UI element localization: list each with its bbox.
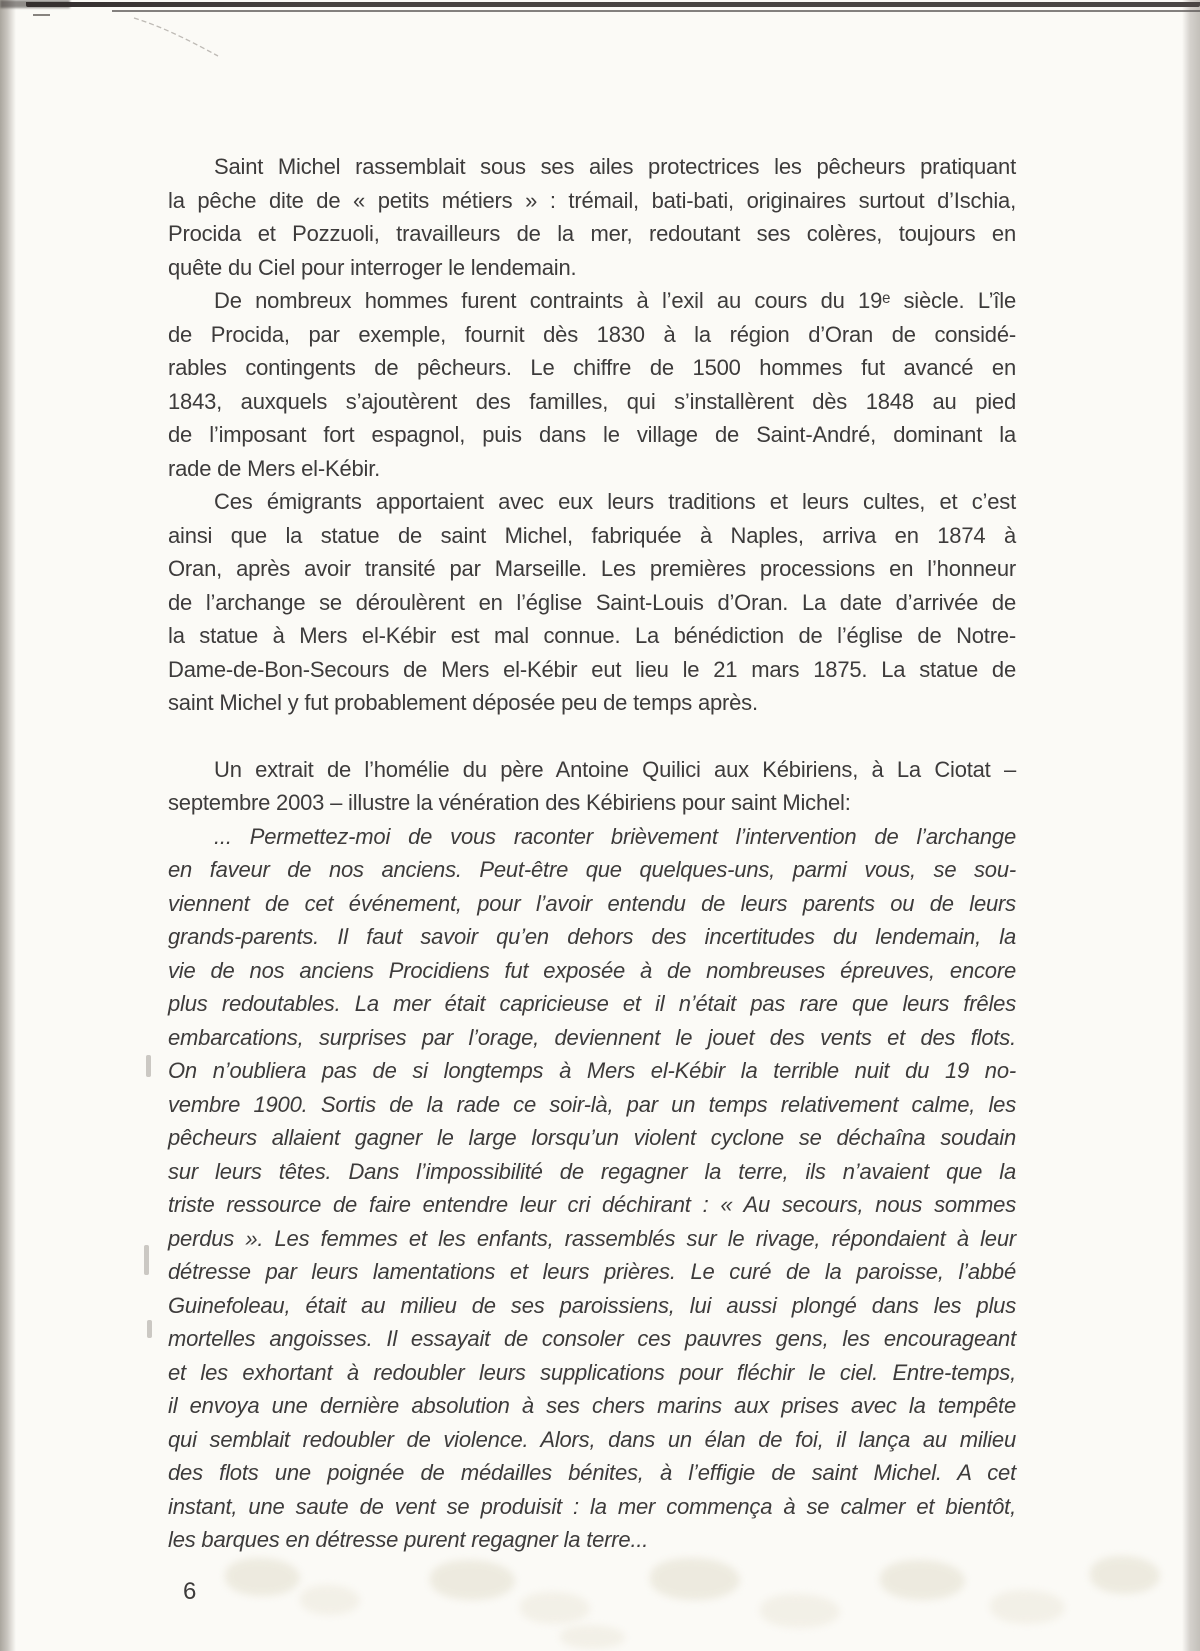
text-line: vie de nos anciens Procidiens fut exposée à de nombreuses épreuves, encore [168,957,1016,983]
paragraph [168,150,1016,284]
text-line: vembre 1900. Sortis de la rade ce soir-là, par un temps relativement calme, les [168,1091,1016,1117]
scan-dash-artifact [33,14,50,16]
text-line: les barques en détresse purent regagner la terre... [168,1527,649,1552]
text-line: de l’archange se déroulèrent en l’église Saint-Louis d’Oran. La date d’arrivée de [168,589,1016,615]
text-line: Dame-de-Bon-Secours de Mers el-Kébir eut lieu le 21 mars 1875. La statue de [168,656,1016,682]
text-line: Procida et Pozzuoli, travailleurs de la mer, redoutant ses colères, toujours en [168,221,1016,246]
text-line: perdus ». Les femmes et les enfants, rassemblés sur le rivage, répondaient à leur [168,1225,1016,1251]
text-line: ainsi que la statue de saint Michel, fabriquée à Naples, arriva en 1874 à [168,522,1016,548]
text-line: qui semblait redoubler de violence. Alors, dans un élan de foi, il lança au milieu [168,1426,1016,1452]
text-line: Guinefoleau, était au milieu de ses paroissiens, lui aussi plongé dans les plus [168,1292,1016,1318]
bleedthrough-artifact [430,1560,515,1600]
scan-speck [147,1320,152,1338]
scan-top-edge-line [26,2,1200,7]
bleedthrough-artifact [300,1585,360,1615]
text-line: ... Permettez-moi de vous raconter brièvement l’intervention de l’archange [214,823,1016,849]
paragraph [168,485,1016,720]
scan-speck [146,1055,151,1077]
text-line: pêcheurs allaient gagner le large lorsqu’un violent cyclone se déchaîna soudain [168,1125,1016,1150]
scan-corner-smudge [0,0,70,8]
text-line: Ces émigrants apportaient avec eux leurs traditions et leurs cultes, et c’est [214,489,1016,514]
bleedthrough-artifact [650,1558,740,1600]
text-line: sur leurs têtes. Dans l’impossibilité de regagner la terre, ils n’avaient que la [168,1158,1016,1184]
text-line: de l’imposant fort espagnol, puis dans le village de Saint-André, dominant la [168,422,1016,447]
bleedthrough-artifact [880,1560,965,1600]
scan-speck [144,1245,149,1275]
bleedthrough-artifact [520,1592,590,1624]
paragraph [168,820,1016,1557]
text-line: Saint Michel rassemblait sous ses ailes protectrices les pêcheurs pratiquant [214,154,1016,179]
page-right-edge-shadow [1182,0,1200,1651]
text-line: triste ressource de faire entendre leur cri déchirant : « Au secours, nous sommes [168,1192,1016,1217]
text-line: de Procida, par exemple, fournit dès 1830 à la région d’Oran de considé- [168,321,1016,347]
text-line: grands-parents. Il faut savoir qu’en dehors des incertitudes du lendemain, la [168,924,1016,949]
bleedthrough-artifact [560,1625,625,1649]
text-line: On n’oubliera pas de si longtemps à Mers el-Kébir la terrible nuit du 19 no- [168,1058,1016,1083]
text-line: rables contingents de pêcheurs. Le chiffre de 1500 hommes fut avancé en [168,355,1016,380]
bleedthrough-artifact [760,1594,840,1628]
text-line: plus redoutables. La mer était capricieuse et il n’était pas rare que leurs frêles [168,991,1016,1016]
text-line: instant, une saute de vent se produisit : la mer commença à se calmer et bientôt, [168,1493,1016,1519]
text-line: septembre 2003 – illustre la vénération des Kébiriens pour saint Michel: [168,790,851,815]
text-line: Oran, après avoir transité par Marseille. Les premières processions en l’honneur [168,556,1016,581]
text-line: mortelles angoisses. Il essayait de consoler ces pauvres gens, les encourageant [168,1326,1016,1351]
text-line: et les exhortant à redoubler leurs supplications pour fléchir le ciel. Entre-temps, [168,1359,1016,1385]
page-number: 6 [183,1578,197,1605]
paragraph [168,753,1016,820]
text-line: saint Michel y fut probablement déposée peu de temps après. [168,690,758,715]
text-line: rade de Mers el-Kébir. [168,455,381,481]
text-line: De nombreux hommes furent contraints à l’exil au cours du 19ᵉ siècle. L’île [214,288,1016,313]
bleedthrough-artifact [1090,1556,1160,1594]
scan-hair-artifact [0,0,260,80]
scan-top-edge-line-thin [112,10,1200,12]
text-line: embarcations, surprises par l’orage, deviennent le jouet des vents et des flots. [168,1024,1016,1050]
text-line: en faveur de nos anciens. Peut-être que quelques-uns, parmi vous, se sou- [168,857,1016,882]
text-line: la pêche dite de « petits métiers » : trémail, bati-bati, originaires surtout d’Ischia, [168,187,1016,213]
text-block [168,150,1016,1557]
bleedthrough-artifact [990,1590,1065,1624]
text-line: viennent de cet événement, pour l’avoir entendu de leurs parents ou de leurs [168,890,1016,916]
bleedthrough-artifact [225,1558,300,1596]
text-line: Un extrait de l’homélie du père Antoine Quilici aux Kébiriens, à La Ciotat – [214,756,1016,782]
paragraph [168,284,1016,485]
text-line: 1843, auxquels s’ajoutèrent des familles, qui s’installèrent dès 1848 au pied [168,388,1016,414]
text-line: quête du Ciel pour interroger le lendemain. [168,254,577,280]
text-line: il envoya une dernière absolution à ses chers marins aux prises avec la tempête [168,1393,1016,1418]
text-line: la statue à Mers el-Kébir est mal connue. La bénédiction de l’église de Notre- [168,623,1016,648]
text-line: des flots une poignée de médailles bénites, à l’effigie de saint Michel. A cet [168,1460,1016,1485]
text-line: détresse par leurs lamentations et leurs prières. Le curé de la paroisse, l’abbé [168,1259,1016,1284]
page-left-edge-shadow [0,0,16,1651]
